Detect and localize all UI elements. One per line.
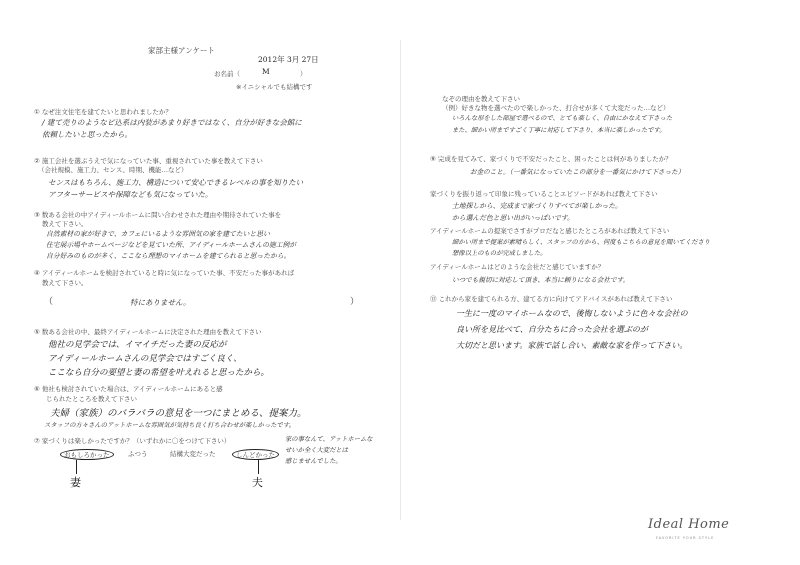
option-quite-hard[interactable]: 結構大変だった — [170, 450, 216, 458]
name-label: お名前（ — [214, 70, 240, 78]
page-divider — [400, 40, 401, 520]
question-7: ⑦ 家づくりは楽しかったですか？（いずれかに〇をつけて下さい） — [34, 437, 231, 445]
answer-7-husband: 夫 — [252, 476, 263, 489]
question-13: ⑬ これから家を建てられる方、建てる方に向けてアドバイスがあれば教えて下さい — [430, 295, 673, 303]
question-2-sub: （会社規模、施工力、センス、時期、機能…など） — [38, 166, 188, 174]
question-11: アイディールホームの提案でさすがプロだなと感じたところがあれば教えて下さい — [430, 227, 670, 235]
answer-4-paren-close: ） — [350, 297, 360, 307]
question-1: ① なぜ注文住宅を建てたいと思われましたか？ — [34, 108, 172, 116]
question-2: ② 施工会社を選ぶうえで気になっていた事、重視されていた事を教えて下さい — [34, 157, 263, 165]
question-5: ⑤ 数ある会社の中、最終アイディールホームに決定された理由を教えて下さい — [34, 328, 262, 336]
question-4-sub: 教えて下さい。 — [42, 279, 88, 287]
logo-tagline: FAVORITE YOUR STYLE — [656, 536, 715, 540]
answer-6-note: スタッフの方々さんのアットホームな雰囲気が気持ち良く打ち合わせが楽しかったです。 — [44, 422, 295, 429]
answer-1: / 建て売りのようなピ込系は内装があまり好きではなく、自分が好きな会館に 依頼したいと思ったから。 — [42, 118, 302, 139]
question-4: ④ アイディールホームを検討されていると時に気になっていた事、不安だった事があれば — [34, 269, 295, 277]
answer-12: いつでも親切に対応して頂き、本当に頼りになる会社です。 — [452, 276, 630, 284]
answer-10: 土地探しから、完成まで家づくりすべてが楽しかった。 から選んだ色と思い出がいっぱいです。 — [452, 202, 622, 222]
answer-7-wife: 妻 — [70, 476, 81, 489]
answer-9: お金のこと。（一番気になっていたこの部分を一番気にかけて下さった） — [470, 168, 685, 176]
answer-7-extra: 家の事なんて、アットホームな せいか全く大変だとは 感じませんでした。 — [285, 436, 373, 465]
name-close: ） — [300, 70, 307, 78]
answer-13: 一生に一度のマイホームなので、後悔しないように色々な会社の 良い所を見比べて、自分たちに合った会社を選ぶのが 大切だと思います。家族で話し合い、素敵な家を作って下さい。 — [456, 309, 688, 350]
answer-4: 特にありません。 — [130, 298, 191, 307]
answer-11: 細かい所まで提案が素晴らしく、スタッフの方から、何度もこちらの意見を聞いてくださり 想像以上のものが完成しました。 — [452, 239, 711, 257]
survey-title: 家部主様アンケート — [148, 46, 216, 55]
answer-5: 他社の見学会では、イマイチだった妻の反応が アイディールホームさんの見学会ではすごく良く、 ここなら自分の要望と妻の希望を叶えれると思ったから。 — [48, 340, 270, 378]
question-10: 家づくりを振り返って印象に残っていることエピソードがあれば教えて下さい — [430, 190, 658, 198]
wife-arrow — [76, 460, 77, 474]
question-8: なぞの理由を教えて下さい — [442, 95, 520, 103]
option-normal[interactable]: ふつう — [128, 450, 148, 458]
question-9: ⑨ 完成を見てみて、家づくりで不安だったこと、困ったことは何がありましたか？ — [430, 155, 672, 163]
husband-arrow — [258, 460, 259, 474]
question-6-sub: じられたところを教えて下さい — [46, 395, 137, 403]
question-6: ⑥ 他社も検討されていた場合は、アイディールホームにあると感 — [34, 385, 223, 393]
name-value: M — [262, 67, 270, 76]
question-8-sub: （例）好きな物を選べたので楽しかった、打合せが多くて大変だった…など） — [442, 104, 670, 112]
ideal-home-logo: Ideal Home — [648, 517, 730, 532]
option-exhausting[interactable]: しんどかった — [232, 449, 279, 460]
answer-3: 自然素材の家が好きで、カフェにいるような雰囲気の家を建てたいと思い 住宅展示場やホームページなどを見ていた所、アイディールホームさんの施工例が 自分好みのものが多く、ここなら理想のマイホームを建てられると思ったから。 — [46, 230, 297, 260]
survey-date: 2012年 3月 27日 — [258, 55, 319, 64]
answer-8: いろんな形をした部屋で選べるので、とても楽しく、自由にかなえて下さった また、細かい所まですごく丁寧に対応して下さり、本当に楽しかったです。 — [452, 115, 673, 134]
question-3: ③ 数ある会社の中アイディールホームに問い合わせされた理由や期待されていた事を — [34, 211, 282, 219]
question-3-sub: 教えて下さい。 — [42, 220, 88, 228]
name-note: ※イニシャルでも結構です — [236, 83, 313, 91]
option-enjoyable[interactable]: おもしろかった — [60, 449, 114, 460]
answer-2: センスはもちろん、施工力、構造について安心できるレベルの事を知りたい アフターサービスや保障なども気になっていた。 — [48, 178, 304, 199]
answer-4-paren-open: （ — [44, 297, 54, 307]
question-12: アイディールホームはどのような会社だと感じていますか？ — [430, 263, 605, 271]
answer-6: 夫婦（家族）のバラバラの意見を一つにまとめる、提案力。 — [50, 408, 307, 419]
